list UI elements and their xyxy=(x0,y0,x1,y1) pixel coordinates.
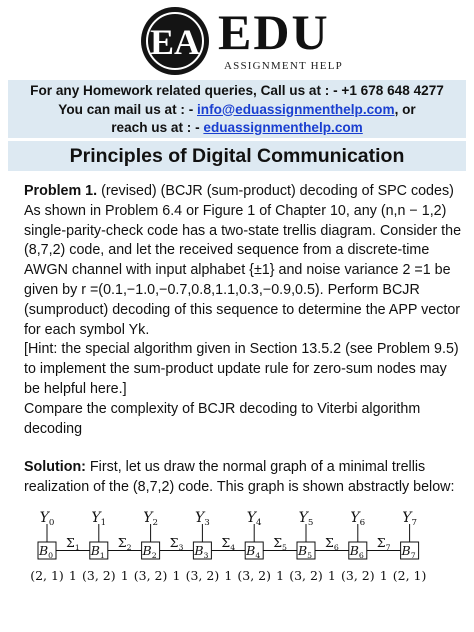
symbol-label: $Y_5$ xyxy=(298,510,314,528)
hint-paragraph: [Hint: the special algorithm given in Section 13.5.2 (see Problem 9.5) to implement the sum-product update rule for zero-sum nodes may be helpful here.] xyxy=(24,341,459,397)
block-label: $B_4$ xyxy=(246,543,261,560)
state-dim: 1 xyxy=(172,568,181,583)
block-param: (2, 1) xyxy=(392,568,427,583)
symbol-label: $Y_1$ xyxy=(91,510,107,528)
problem-label: Problem 1. xyxy=(24,183,98,199)
mail-suffix: , or xyxy=(394,101,416,117)
block-label: $B_7$ xyxy=(401,543,416,560)
brand-tagline: ASSIGNMENT HELP xyxy=(224,60,343,72)
symbol-label: $Y_0$ xyxy=(39,510,55,528)
block-label: $B_5$ xyxy=(297,543,313,560)
edu-logo-icon xyxy=(139,5,211,77)
site-header xyxy=(0,0,474,78)
problem-paragraph xyxy=(24,182,464,340)
block-param: (3, 2) xyxy=(340,568,375,583)
website-link[interactable]: eduassignmenthelp.com xyxy=(203,120,363,135)
state-dim: 1 xyxy=(276,568,285,583)
trellis-diagram xyxy=(30,508,450,588)
state-label: $\Sigma_5$ xyxy=(273,535,287,552)
block-param: (3, 2) xyxy=(237,568,272,583)
block-label: $B_0$ xyxy=(38,543,54,560)
symbol-label: $Y_6$ xyxy=(350,510,366,528)
contact-web-line xyxy=(8,119,466,138)
block-label: $B_3$ xyxy=(194,543,209,560)
solution-label: Solution: xyxy=(24,459,86,476)
block-param: (3, 2) xyxy=(185,568,220,583)
symbol-label: $Y_7$ xyxy=(402,510,417,528)
state-dim: 1 xyxy=(327,568,336,583)
contact-banner xyxy=(8,80,466,138)
solution-paragraph xyxy=(24,458,464,498)
block-label: $B_6$ xyxy=(349,543,364,560)
contact-mail-line xyxy=(8,101,466,120)
state-label: $\Sigma_2$ xyxy=(117,535,132,552)
state-dim: 1 xyxy=(68,568,77,583)
state-label: $\Sigma_7$ xyxy=(376,535,391,552)
symbol-label: $Y_4$ xyxy=(246,510,262,528)
symbol-label: $Y_2$ xyxy=(143,510,158,528)
compare-paragraph: Compare the complexity of BCJR decoding to Viterbi algorithm decoding xyxy=(24,400,421,437)
state-dim: 1 xyxy=(379,568,388,583)
block-param: (3, 2) xyxy=(133,568,168,583)
mail-prefix: You can mail us at : - xyxy=(58,101,197,117)
state-label: $\Sigma_3$ xyxy=(169,535,184,552)
logo-letters: EA xyxy=(149,22,201,62)
state-dim: 1 xyxy=(224,568,233,583)
block-label: $B_1$ xyxy=(90,543,105,560)
block-param: (2, 1) xyxy=(30,568,64,583)
state-label: $\Sigma_1$ xyxy=(66,535,80,552)
email-link[interactable]: info@eduassignmenthelp.com xyxy=(197,101,395,117)
block-param: (3, 2) xyxy=(289,568,323,583)
web-prefix: reach us at : - xyxy=(111,120,204,135)
symbol-label: $Y_3$ xyxy=(195,510,210,528)
solution-text: First, let us draw the normal graph of a minimal trellis realization of the (8,7,2) code. This graph is shown abstractly below: xyxy=(24,459,455,496)
state-label: $\Sigma_6$ xyxy=(325,535,339,552)
state-dim: 1 xyxy=(120,568,129,583)
page-title: Principles of Digital Communication xyxy=(8,141,466,171)
document-body xyxy=(24,182,464,498)
state-label: $\Sigma_4$ xyxy=(221,535,236,552)
block-label: $B_2$ xyxy=(142,543,157,560)
problem-text: (revised) (BCJR (sum-product) decoding of SPC codes) As shown in Problem 6.4 or Figure 1 of Chapter 10, any (n,n − 1,2) single-parity-check code has a two-state trellis diagram. Consider the (8,7,2) code, and let the received sequence from a discrete-time AWGN channel with input alphabet {±1} and noise variance 2 =1 be given by r =(0.1,−1.0,−0.7,0.8,1.1,0.3,−0.9,0.5). Perform BCJR (sumproduct) decoding of this sequence to determine the APP vector for each symbol Yk. xyxy=(24,183,462,338)
contact-phone-line: For any Homework related queries, Call us at : - +1 678 648 4277 xyxy=(30,83,444,98)
block-param: (3, 2) xyxy=(81,568,116,583)
brand-name: EDU xyxy=(218,4,330,60)
